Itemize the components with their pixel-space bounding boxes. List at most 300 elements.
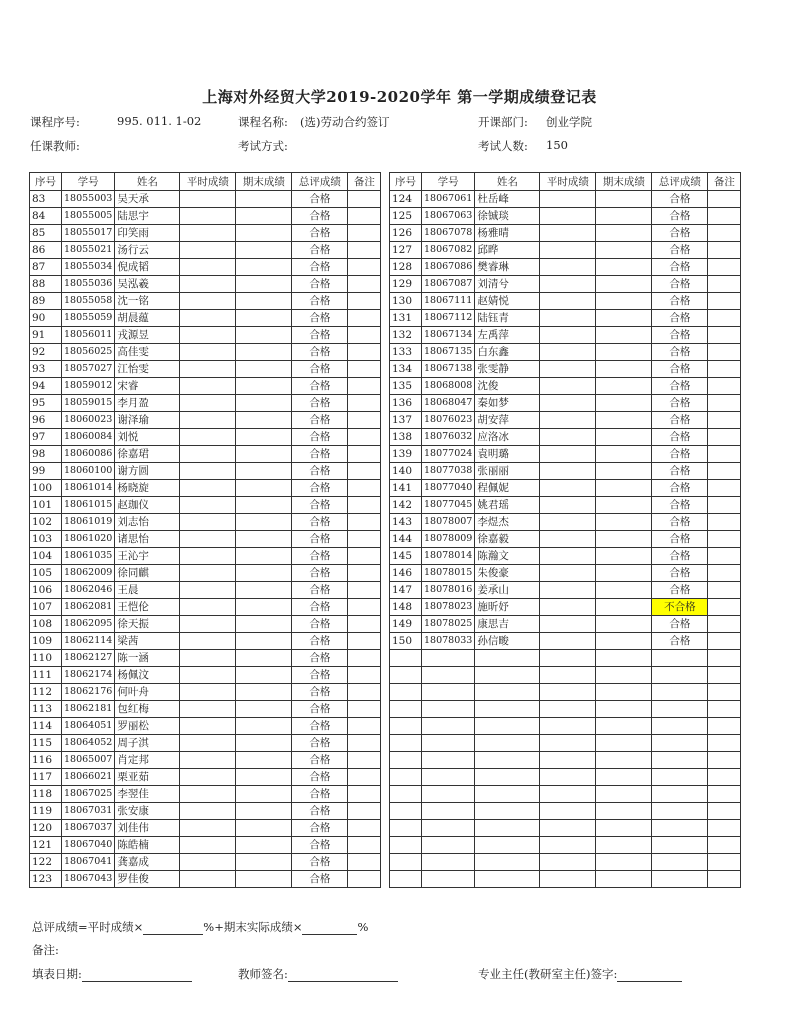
cell-name bbox=[475, 871, 540, 888]
cell-student-id bbox=[422, 803, 475, 820]
cell-total-score: 合格 bbox=[292, 293, 348, 310]
cell-total-score: 合格 bbox=[292, 259, 348, 276]
cell-final-score bbox=[596, 582, 652, 599]
cell-total-score: 合格 bbox=[292, 242, 348, 259]
cell-regular-score bbox=[180, 463, 236, 480]
table-row bbox=[30, 701, 381, 718]
cell-total-score: 合格 bbox=[292, 463, 348, 480]
cell-total-score: 合格 bbox=[652, 208, 708, 225]
cell-regular-score bbox=[180, 599, 236, 616]
cell-total-score: 合格 bbox=[292, 497, 348, 514]
formula-part-a: 总评成绩=平时成绩× bbox=[32, 920, 144, 934]
cell-final-score bbox=[236, 378, 292, 395]
cell-regular-score bbox=[180, 701, 236, 718]
cell-regular-score bbox=[180, 531, 236, 548]
cell-student-id bbox=[422, 786, 475, 803]
cell-regular-score bbox=[540, 310, 596, 327]
cell-remarks bbox=[708, 803, 741, 820]
cell-total-score: 不合格 bbox=[652, 599, 708, 616]
cell-final-score bbox=[596, 293, 652, 310]
cell-final-score bbox=[236, 786, 292, 803]
cell-final-score bbox=[596, 565, 652, 582]
cell-total-score: 合格 bbox=[652, 310, 708, 327]
formula-part-c: % bbox=[357, 920, 369, 934]
cell-regular-score bbox=[540, 446, 596, 463]
cell-name bbox=[475, 735, 540, 752]
cell-total-score bbox=[652, 667, 708, 684]
cell-final-score bbox=[596, 429, 652, 446]
table-row bbox=[390, 259, 741, 276]
cell-total-score: 合格 bbox=[652, 480, 708, 497]
cell-student-id: 18062095 bbox=[62, 616, 115, 633]
table-row bbox=[390, 344, 741, 361]
cell-seq: 132 bbox=[390, 327, 422, 344]
cell-student-id: 18060023 bbox=[62, 412, 115, 429]
cell-total-score: 合格 bbox=[652, 395, 708, 412]
cell-remarks bbox=[348, 191, 381, 208]
cell-seq: 137 bbox=[390, 412, 422, 429]
cell-seq: 125 bbox=[390, 208, 422, 225]
cell-name: 诸思怡 bbox=[115, 531, 180, 548]
table-row bbox=[30, 276, 381, 293]
cell-total-score: 合格 bbox=[292, 701, 348, 718]
cell-total-score bbox=[652, 684, 708, 701]
cell-final-score bbox=[236, 531, 292, 548]
cell-remarks bbox=[348, 854, 381, 871]
cell-total-score: 合格 bbox=[292, 633, 348, 650]
cell-total-score: 合格 bbox=[652, 293, 708, 310]
cell-name bbox=[475, 837, 540, 854]
cell-name: 邱晔 bbox=[475, 242, 540, 259]
cell-seq: 144 bbox=[390, 531, 422, 548]
cell-seq: 90 bbox=[30, 310, 62, 327]
cell-remarks bbox=[708, 769, 741, 786]
cell-student-id: 18061035 bbox=[62, 548, 115, 565]
cell-remarks bbox=[348, 514, 381, 531]
cell-remarks bbox=[708, 565, 741, 582]
cell-remarks bbox=[348, 871, 381, 888]
cell-total-score: 合格 bbox=[292, 735, 348, 752]
cell-seq: 150 bbox=[390, 633, 422, 650]
cell-total-score: 合格 bbox=[652, 191, 708, 208]
cell-student-id: 18078016 bbox=[422, 582, 475, 599]
course-name-label: 课程名称: bbox=[238, 115, 288, 129]
cell-regular-score bbox=[180, 514, 236, 531]
cell-regular-score bbox=[180, 548, 236, 565]
cell-remarks bbox=[348, 429, 381, 446]
cell-student-id: 18061014 bbox=[62, 480, 115, 497]
table-row bbox=[30, 480, 381, 497]
cell-name: 陈瀚文 bbox=[475, 548, 540, 565]
cell-name: 白东鑫 bbox=[475, 344, 540, 361]
teacher-sign-line bbox=[238, 966, 398, 982]
table-row bbox=[30, 718, 381, 735]
cell-final-score bbox=[236, 684, 292, 701]
cell-remarks bbox=[348, 327, 381, 344]
cell-regular-score bbox=[540, 293, 596, 310]
cell-final-score bbox=[236, 701, 292, 718]
table-row bbox=[30, 616, 381, 633]
director-sign-blank bbox=[617, 967, 682, 982]
cell-name: 孙信畯 bbox=[475, 633, 540, 650]
cell-regular-score bbox=[180, 837, 236, 854]
cell-total-score: 合格 bbox=[292, 786, 348, 803]
cell-seq: 146 bbox=[390, 565, 422, 582]
table-row bbox=[390, 429, 741, 446]
table-row bbox=[30, 752, 381, 769]
cell-seq: 143 bbox=[390, 514, 422, 531]
cell-total-score: 合格 bbox=[292, 208, 348, 225]
cell-seq: 95 bbox=[30, 395, 62, 412]
cell-seq: 124 bbox=[390, 191, 422, 208]
cell-final-score bbox=[596, 242, 652, 259]
cell-total-score: 合格 bbox=[292, 616, 348, 633]
cell-remarks bbox=[708, 276, 741, 293]
table-row bbox=[30, 327, 381, 344]
cell-total-score bbox=[652, 718, 708, 735]
cell-name: 王沁宇 bbox=[115, 548, 180, 565]
table-row bbox=[30, 684, 381, 701]
cell-remarks bbox=[708, 310, 741, 327]
cell-remarks bbox=[708, 446, 741, 463]
cell-total-score: 合格 bbox=[292, 225, 348, 242]
cell-seq: 104 bbox=[30, 548, 62, 565]
cell-name: 应洛冰 bbox=[475, 429, 540, 446]
cell-name: 刘佳伟 bbox=[115, 820, 180, 837]
cell-seq bbox=[390, 854, 422, 871]
cell-name bbox=[475, 650, 540, 667]
course-no-value: 995. 011. 1-02 bbox=[117, 114, 202, 128]
cell-total-score: 合格 bbox=[292, 650, 348, 667]
cell-seq bbox=[390, 871, 422, 888]
cell-student-id: 18067043 bbox=[62, 871, 115, 888]
cell-name: 汤行云 bbox=[115, 242, 180, 259]
cell-total-score: 合格 bbox=[652, 497, 708, 514]
cell-final-score bbox=[596, 854, 652, 871]
empty-table-row bbox=[390, 837, 741, 854]
cell-total-score: 合格 bbox=[292, 327, 348, 344]
cell-final-score bbox=[596, 633, 652, 650]
cell-seq: 128 bbox=[390, 259, 422, 276]
col-header-final-score: 期末成绩 bbox=[236, 173, 292, 191]
cell-student-id: 18055005 bbox=[62, 208, 115, 225]
cell-seq: 94 bbox=[30, 378, 62, 395]
cell-name: 罗丽松 bbox=[115, 718, 180, 735]
cell-student-id bbox=[422, 684, 475, 701]
cell-remarks bbox=[708, 735, 741, 752]
exam-count-label: 考试人数: bbox=[478, 139, 528, 153]
cell-remarks bbox=[348, 344, 381, 361]
cell-regular-score bbox=[180, 769, 236, 786]
cell-regular-score bbox=[540, 191, 596, 208]
cell-name: 罗佳俊 bbox=[115, 871, 180, 888]
cell-regular-score bbox=[540, 480, 596, 497]
cell-total-score: 合格 bbox=[292, 582, 348, 599]
exam-count-value: 150 bbox=[546, 138, 568, 152]
cell-name bbox=[475, 769, 540, 786]
cell-total-score: 合格 bbox=[292, 429, 348, 446]
cell-name: 何叶舟 bbox=[115, 684, 180, 701]
cell-name: 谢方圆 bbox=[115, 463, 180, 480]
cell-final-score bbox=[236, 446, 292, 463]
cell-regular-score bbox=[180, 327, 236, 344]
cell-remarks bbox=[348, 718, 381, 735]
col-header-remarks: 备注 bbox=[348, 173, 381, 191]
col-header-remarks: 备注 bbox=[708, 173, 741, 191]
cell-final-score bbox=[236, 837, 292, 854]
cell-name bbox=[475, 701, 540, 718]
table-row bbox=[30, 633, 381, 650]
empty-table-row bbox=[390, 667, 741, 684]
empty-table-row bbox=[390, 684, 741, 701]
cell-remarks bbox=[348, 701, 381, 718]
cell-seq: 121 bbox=[30, 837, 62, 854]
cell-regular-score bbox=[540, 514, 596, 531]
cell-seq: 105 bbox=[30, 565, 62, 582]
cell-seq: 141 bbox=[390, 480, 422, 497]
cell-regular-score bbox=[540, 786, 596, 803]
cell-total-score: 合格 bbox=[652, 225, 708, 242]
cell-student-id bbox=[422, 701, 475, 718]
cell-name: 徐铖琰 bbox=[475, 208, 540, 225]
cell-seq: 113 bbox=[30, 701, 62, 718]
cell-final-score bbox=[596, 208, 652, 225]
cell-student-id: 18067041 bbox=[62, 854, 115, 871]
table-row bbox=[390, 633, 741, 650]
cell-name bbox=[475, 667, 540, 684]
empty-table-row bbox=[390, 871, 741, 888]
cell-name: 徐同麒 bbox=[115, 565, 180, 582]
cell-name bbox=[475, 752, 540, 769]
cell-seq: 115 bbox=[30, 735, 62, 752]
cell-remarks bbox=[708, 752, 741, 769]
cell-seq: 98 bbox=[30, 446, 62, 463]
cell-name: 左禹萍 bbox=[475, 327, 540, 344]
cell-regular-score bbox=[540, 531, 596, 548]
cell-remarks bbox=[708, 633, 741, 650]
cell-seq: 129 bbox=[390, 276, 422, 293]
cell-seq: 102 bbox=[30, 514, 62, 531]
cell-total-score: 合格 bbox=[652, 463, 708, 480]
table-row bbox=[390, 582, 741, 599]
cell-name: 周子淇 bbox=[115, 735, 180, 752]
table-row bbox=[390, 480, 741, 497]
cell-total-score: 合格 bbox=[292, 803, 348, 820]
cell-student-id: 18061015 bbox=[62, 497, 115, 514]
table-row bbox=[30, 259, 381, 276]
cell-name bbox=[475, 718, 540, 735]
cell-total-score bbox=[652, 837, 708, 854]
cell-regular-score bbox=[180, 361, 236, 378]
cell-final-score bbox=[236, 769, 292, 786]
regular-weight-blank bbox=[143, 920, 203, 935]
cell-seq: 148 bbox=[390, 599, 422, 616]
cell-seq: 111 bbox=[30, 667, 62, 684]
cell-remarks bbox=[708, 531, 741, 548]
cell-final-score bbox=[596, 531, 652, 548]
cell-name: 徐嘉毅 bbox=[475, 531, 540, 548]
cell-final-score bbox=[596, 735, 652, 752]
cell-student-id: 18078009 bbox=[422, 531, 475, 548]
cell-remarks bbox=[348, 412, 381, 429]
cell-total-score: 合格 bbox=[292, 344, 348, 361]
cell-regular-score bbox=[540, 412, 596, 429]
cell-seq bbox=[390, 650, 422, 667]
cell-remarks bbox=[348, 599, 381, 616]
cell-remarks bbox=[708, 242, 741, 259]
cell-remarks bbox=[708, 259, 741, 276]
cell-name bbox=[475, 820, 540, 837]
cell-seq bbox=[390, 803, 422, 820]
cell-regular-score bbox=[540, 616, 596, 633]
cell-regular-score bbox=[180, 871, 236, 888]
table-row bbox=[30, 293, 381, 310]
cell-regular-score bbox=[540, 701, 596, 718]
cell-remarks bbox=[708, 548, 741, 565]
cell-total-score: 合格 bbox=[652, 327, 708, 344]
table-row bbox=[390, 378, 741, 395]
cell-seq: 133 bbox=[390, 344, 422, 361]
cell-total-score: 合格 bbox=[292, 310, 348, 327]
cell-student-id: 18062127 bbox=[62, 650, 115, 667]
col-header-total-score: 总评成绩 bbox=[292, 173, 348, 191]
cell-remarks bbox=[708, 191, 741, 208]
cell-total-score bbox=[652, 752, 708, 769]
cell-total-score: 合格 bbox=[292, 871, 348, 888]
cell-seq bbox=[390, 752, 422, 769]
cell-student-id: 18067061 bbox=[422, 191, 475, 208]
cell-seq: 149 bbox=[390, 616, 422, 633]
cell-remarks bbox=[348, 395, 381, 412]
cell-remarks bbox=[708, 208, 741, 225]
cell-seq: 87 bbox=[30, 259, 62, 276]
table-row bbox=[30, 361, 381, 378]
cell-student-id bbox=[422, 735, 475, 752]
table-row bbox=[30, 548, 381, 565]
exam-method-label: 考试方式: bbox=[238, 139, 288, 153]
cell-regular-score bbox=[540, 548, 596, 565]
cell-final-score bbox=[236, 514, 292, 531]
cell-final-score bbox=[236, 633, 292, 650]
cell-total-score: 合格 bbox=[652, 361, 708, 378]
cell-regular-score bbox=[540, 684, 596, 701]
table-row bbox=[30, 429, 381, 446]
cell-remarks bbox=[708, 820, 741, 837]
cell-seq bbox=[390, 735, 422, 752]
cell-remarks bbox=[708, 854, 741, 871]
cell-name: 杨雅晴 bbox=[475, 225, 540, 242]
cell-final-score bbox=[596, 548, 652, 565]
cell-name: 栗亚茹 bbox=[115, 769, 180, 786]
cell-regular-score bbox=[540, 378, 596, 395]
col-header-final-score: 期末成绩 bbox=[596, 173, 652, 191]
cell-regular-score bbox=[540, 752, 596, 769]
cell-remarks bbox=[708, 582, 741, 599]
cell-final-score bbox=[236, 276, 292, 293]
cell-student-id: 18057027 bbox=[62, 361, 115, 378]
cell-student-id bbox=[422, 650, 475, 667]
table-row bbox=[30, 531, 381, 548]
table-row bbox=[390, 242, 741, 259]
cell-total-score: 合格 bbox=[652, 548, 708, 565]
teacher-sign-label: 教师签名: bbox=[238, 967, 288, 981]
cell-name: 梁茜 bbox=[115, 633, 180, 650]
cell-student-id: 18066021 bbox=[62, 769, 115, 786]
cell-name: 沈一铭 bbox=[115, 293, 180, 310]
cell-final-score bbox=[596, 514, 652, 531]
table-row bbox=[30, 599, 381, 616]
cell-seq: 130 bbox=[390, 293, 422, 310]
cell-student-id: 18056011 bbox=[62, 327, 115, 344]
cell-student-id bbox=[422, 769, 475, 786]
cell-total-score: 合格 bbox=[292, 514, 348, 531]
cell-total-score: 合格 bbox=[292, 599, 348, 616]
cell-name: 刘悦 bbox=[115, 429, 180, 446]
cell-student-id: 18067040 bbox=[62, 837, 115, 854]
cell-final-score bbox=[596, 344, 652, 361]
cell-name: 包红梅 bbox=[115, 701, 180, 718]
cell-regular-score bbox=[540, 633, 596, 650]
cell-total-score bbox=[652, 854, 708, 871]
cell-regular-score bbox=[540, 769, 596, 786]
cell-remarks bbox=[348, 497, 381, 514]
col-header-student-id: 学号 bbox=[62, 173, 115, 191]
table-row bbox=[390, 514, 741, 531]
cell-regular-score bbox=[180, 378, 236, 395]
cell-name: 樊睿琳 bbox=[475, 259, 540, 276]
cell-total-score: 合格 bbox=[652, 616, 708, 633]
cell-student-id: 18078014 bbox=[422, 548, 475, 565]
cell-name: 王晨 bbox=[115, 582, 180, 599]
cell-student-id: 18062181 bbox=[62, 701, 115, 718]
table-row bbox=[30, 463, 381, 480]
col-header-name: 姓名 bbox=[475, 173, 540, 191]
cell-regular-score bbox=[540, 667, 596, 684]
cell-final-score bbox=[596, 769, 652, 786]
table-row bbox=[30, 344, 381, 361]
cell-regular-score bbox=[180, 786, 236, 803]
cell-name: 倪成韬 bbox=[115, 259, 180, 276]
cell-student-id: 18078007 bbox=[422, 514, 475, 531]
cell-final-score bbox=[236, 293, 292, 310]
cell-student-id: 18067086 bbox=[422, 259, 475, 276]
cell-remarks bbox=[348, 667, 381, 684]
cell-student-id: 18067087 bbox=[422, 276, 475, 293]
table-row bbox=[30, 395, 381, 412]
cell-remarks bbox=[348, 565, 381, 582]
cell-final-score bbox=[236, 582, 292, 599]
cell-final-score bbox=[596, 650, 652, 667]
cell-remarks bbox=[348, 463, 381, 480]
cell-name: 吴天承 bbox=[115, 191, 180, 208]
cell-name: 李煜杰 bbox=[475, 514, 540, 531]
table-row bbox=[30, 412, 381, 429]
cell-name: 胡安萍 bbox=[475, 412, 540, 429]
cell-student-id: 18061020 bbox=[62, 531, 115, 548]
cell-student-id: 18059012 bbox=[62, 378, 115, 395]
cell-student-id: 18068008 bbox=[422, 378, 475, 395]
table-row bbox=[30, 446, 381, 463]
cell-student-id: 18062009 bbox=[62, 565, 115, 582]
cell-final-score bbox=[236, 718, 292, 735]
cell-regular-score bbox=[180, 565, 236, 582]
cell-student-id: 18065007 bbox=[62, 752, 115, 769]
cell-total-score bbox=[652, 803, 708, 820]
cell-final-score bbox=[236, 667, 292, 684]
cell-regular-score bbox=[180, 242, 236, 259]
cell-total-score: 合格 bbox=[652, 514, 708, 531]
table-row bbox=[390, 225, 741, 242]
